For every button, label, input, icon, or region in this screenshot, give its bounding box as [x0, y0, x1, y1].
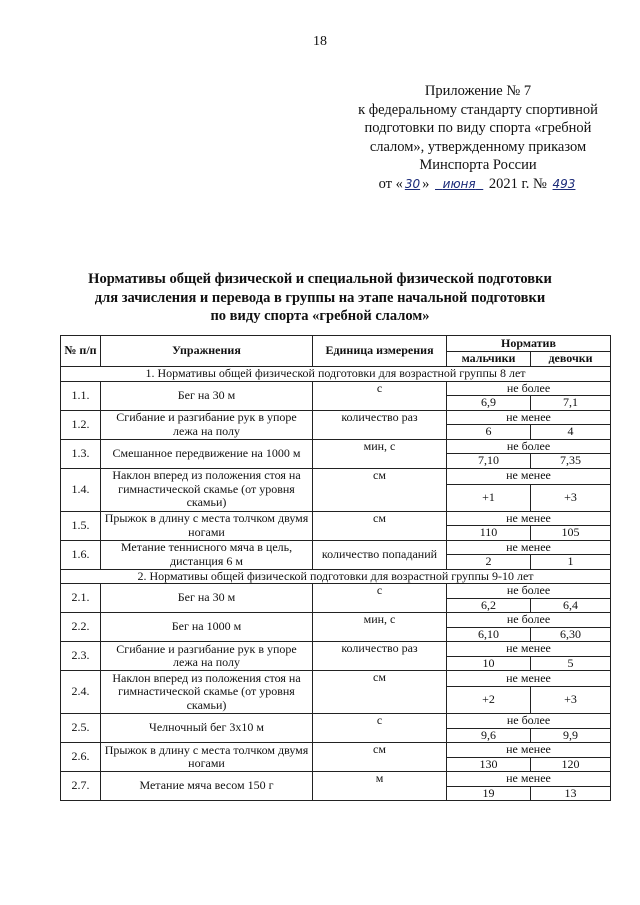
row-exercise: Бег на 30 м — [101, 584, 313, 613]
row-girls-value: 5 — [531, 656, 611, 671]
row-girls-value: +3 — [531, 484, 611, 511]
row-num: 2.3. — [61, 642, 101, 671]
norms-table — [60, 335, 611, 801]
row-num: 1.2. — [61, 410, 101, 439]
header-boys: мальчики — [447, 352, 531, 367]
row-unit: количество раз — [313, 410, 447, 439]
row-num: 2.2. — [61, 613, 101, 642]
title-line: для зачисления и перевода в группы на этапе начальной подготовки — [94, 289, 546, 306]
row-girls-value: 9,9 — [531, 728, 611, 743]
row-boys-value: 19 — [447, 786, 531, 801]
page-number: 18 — [313, 34, 327, 49]
row-exercise: Бег на 1000 м — [101, 613, 313, 642]
appendix-line: подготовки по виду спорта «гребной — [364, 120, 592, 137]
year-text: 2021 г. № — [488, 175, 547, 192]
row-num: 1.1. — [61, 381, 101, 410]
row-condition: не более — [447, 439, 611, 454]
header-num: № п/п — [61, 336, 101, 367]
row-unit: количество попаданий — [313, 540, 447, 569]
appendix-line: к федеральному стандарту спортивной — [358, 101, 598, 118]
handwritten-day: 30 — [404, 176, 421, 191]
row-num: 1.5. — [61, 511, 101, 540]
row-condition: не более — [447, 584, 611, 599]
row-num: 2.4. — [61, 671, 101, 714]
row-unit: количество раз — [313, 642, 447, 671]
header-exercise: Упражнения — [101, 336, 313, 367]
row-boys-value: 6 — [447, 425, 531, 440]
title-line: Нормативы общей физической и специальной физической подготовки — [88, 271, 552, 287]
row-girls-value: 6,4 — [531, 598, 611, 613]
section-title: 1. Нормативы общей физической подготовки для возрастной группы 8 лет — [61, 367, 611, 382]
row-exercise: Сгибание и разгибание рук в упоре лежа на полу — [101, 642, 313, 671]
appendix-header — [340, 82, 616, 194]
row-exercise: Сгибание и разгибание рук в упоре лежа на полу — [101, 410, 313, 439]
row-boys-value: 9,6 — [447, 728, 531, 743]
row-unit: см — [313, 468, 447, 511]
row-exercise: Смешанное передвижение на 1000 м — [101, 439, 313, 468]
row-girls-value: 13 — [531, 786, 611, 801]
row-boys-value: 6,2 — [447, 598, 531, 613]
row-condition: не менее — [447, 540, 611, 555]
order-date-line — [340, 175, 616, 194]
row-boys-value: 2 — [447, 555, 531, 570]
date-suffix: » — [422, 175, 430, 192]
row-exercise: Метание теннисного мяча в цель, дистанция 6 м — [101, 540, 313, 569]
row-exercise: Наклон вперед из положения стоя на гимнастической скамье (от уровня скамьи) — [101, 468, 313, 511]
row-num: 2.6. — [61, 743, 101, 772]
appendix-line: слалом», утвержденному приказом — [369, 138, 587, 155]
row-girls-value: 105 — [531, 526, 611, 541]
appendix-line: Минспорта России — [419, 157, 537, 174]
row-unit: см — [313, 671, 447, 714]
row-condition: не менее — [447, 410, 611, 425]
row-condition: не менее — [447, 642, 611, 657]
row-exercise: Прыжок в длину с места толчком двумя ногами — [101, 511, 313, 540]
row-num: 1.6. — [61, 540, 101, 569]
row-boys-value: +2 — [447, 687, 531, 714]
row-boys-value: 6,9 — [447, 396, 531, 411]
header-girls: девочки — [531, 352, 611, 367]
row-condition: не менее — [447, 468, 611, 484]
row-condition: не более — [447, 381, 611, 396]
row-exercise: Метание мяча весом 150 г — [101, 772, 313, 801]
row-num: 1.3. — [61, 439, 101, 468]
row-unit: см — [313, 743, 447, 772]
row-boys-value: 130 — [447, 757, 531, 772]
row-girls-value: 6,30 — [531, 627, 611, 642]
row-girls-value: 7,1 — [531, 396, 611, 411]
row-girls-value: 1 — [531, 555, 611, 570]
handwritten-order-number: 493 — [552, 176, 576, 191]
document-title — [0, 270, 640, 326]
row-unit: с — [313, 381, 447, 410]
row-num: 2.5. — [61, 714, 101, 743]
row-boys-value: 6,10 — [447, 627, 531, 642]
row-condition: не менее — [447, 511, 611, 526]
row-unit: м — [313, 772, 447, 801]
row-unit: см — [313, 511, 447, 540]
appendix-line: Приложение № 7 — [424, 83, 532, 99]
row-boys-value: 110 — [447, 526, 531, 541]
row-num: 2.1. — [61, 584, 101, 613]
row-unit: мин, с — [313, 613, 447, 642]
row-boys-value: 10 — [447, 656, 531, 671]
row-girls-value: 7,35 — [531, 454, 611, 469]
row-condition: не более — [447, 714, 611, 729]
header-norm: Норматив — [447, 336, 611, 352]
row-unit: с — [313, 584, 447, 613]
row-girls-value: +3 — [531, 687, 611, 714]
row-condition: не менее — [447, 772, 611, 787]
row-condition: не более — [447, 613, 611, 628]
row-condition: не менее — [447, 671, 611, 687]
date-prefix: от « — [378, 175, 403, 192]
title-line: по виду спорта «гребной слалом» — [210, 308, 430, 325]
row-girls-value: 4 — [531, 425, 611, 440]
header-unit: Единица измерения — [313, 336, 447, 367]
handwritten-month: июня — [442, 176, 476, 191]
row-girls-value: 120 — [531, 757, 611, 772]
row-exercise: Прыжок в длину с места толчком двумя ногами — [101, 743, 313, 772]
row-unit: с — [313, 714, 447, 743]
row-exercise: Бег на 30 м — [101, 381, 313, 410]
row-exercise: Челночный бег 3х10 м — [101, 714, 313, 743]
row-num: 2.7. — [61, 772, 101, 801]
row-boys-value: 7,10 — [447, 454, 531, 469]
row-num: 1.4. — [61, 468, 101, 511]
row-boys-value: +1 — [447, 484, 531, 511]
row-unit: мин, с — [313, 439, 447, 468]
section-title: 2. Нормативы общей физической подготовки для возрастной группы 9-10 лет — [61, 569, 611, 584]
row-exercise: Наклон вперед из положения стоя на гимнастической скамье (от уровня скамьи) — [101, 671, 313, 714]
row-condition: не менее — [447, 743, 611, 758]
